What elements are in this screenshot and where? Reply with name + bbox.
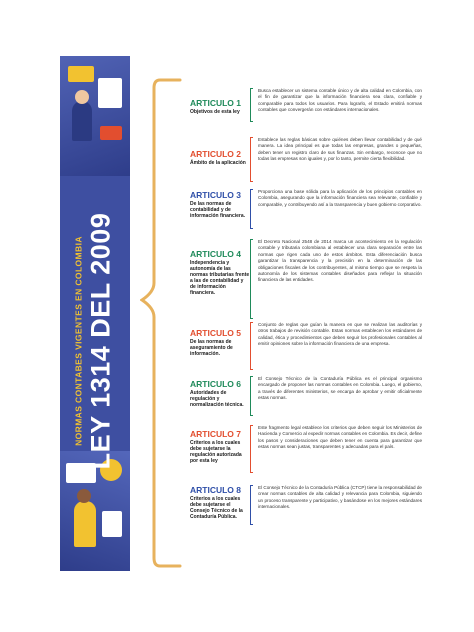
article-8-title xyxy=(190,486,250,520)
article-2-bracket xyxy=(250,137,253,182)
article-8-text: El Consejo Técnico de la Contaduría Pública (CTCP) tiene la responsabilidad de crear normas contables de alta calidad y relevancia para Colombia, siguiendo un proceso transparente y participativo, y basándose en los mejores estándares internacionales. xyxy=(258,485,422,510)
article-3-text: Proporciona una base sólida para la aplicación de los principios contables en Colombia, asegurando que la información financiera sea relevante, confiable y comparable, y contribuyendo así a la transparencia y buen gobierno corporativo. xyxy=(258,189,422,207)
article-2-heading: Ámbito de la aplicación xyxy=(190,160,246,166)
article-2-text: Establece las reglas básicas sobre quiénes deben llevar contabilidad y de qué manera. La idea principal es que todas las empresas, grandes o pequeñas, deben tener un registro claro de sus finanzas. Sin embargo, reconoce que no todas las empresas son iguales y, por lo tanto, permite cierta flexibilidad. xyxy=(258,137,422,162)
article-6-label: ARTICULO 6 xyxy=(190,379,241,389)
article-8-heading: Criterios a los cuales debe sujetarse el Consejo Técnico de la Contaduría Pública. xyxy=(190,496,243,520)
article-1-text: Busca establecer un sistema contable único y de alta calidad en Colombia, con el fin de garantizar que la información financiera sea clara, confiable y comparable para todos los usuarios. Para lograrlo, el Estado emitirá normas contables que convergerán con estándares internacionales. xyxy=(258,88,422,113)
article-5-text: Conjunto de reglas que guían la manera en que se realizan las auditorías y otros trabajos de revisión contable. Estas normas establecen los estándares de calidad, ética y procedimientos que deben seguir los profesionales contables al emitir opiniones sobre la información financiera de una empresa. xyxy=(258,322,422,347)
article-1-label: ARTICULO 1 xyxy=(190,98,241,108)
article-3-title xyxy=(190,191,250,219)
banner-title xyxy=(60,56,130,571)
article-5-title xyxy=(190,329,250,357)
brace-connector xyxy=(140,78,190,568)
article-7-text: Este fragmento legal establece los criterios que deben seguir los Ministerios de Hacienda y Comercio al expedir normas contables en Colombia. Es decir, define los pasos y consideraciones que deben tener en cuenta para garantizar que estas normas sean justas, transparentes y adecuadas para el país. xyxy=(258,425,422,450)
article-3-bracket xyxy=(250,189,253,229)
article-2-label: ARTICULO 2 xyxy=(190,149,241,159)
article-8-label: ARTICULO 8 xyxy=(190,485,241,495)
article-4-label: ARTICULO 4 xyxy=(190,249,241,259)
article-6-heading: Autoridades de regulación y normalización técnica. xyxy=(190,390,244,408)
article-5-label: ARTICULO 5 xyxy=(190,328,241,338)
article-5-bracket xyxy=(250,322,253,370)
article-2-title xyxy=(190,150,250,166)
article-1-title xyxy=(190,99,250,115)
article-6-text: El Consejo Técnico de la Contaduría Pública es el principal organismo encargado de proponer las normas contables en Colombia. Luego, el gobierno, a través de diferentes ministerios, se encarga de aprobar y emitir oficialmente estas normas. xyxy=(258,376,422,401)
article-4-bracket xyxy=(250,239,253,319)
article-3-heading: De las normas de contabilidad y de información financiera. xyxy=(190,201,246,219)
article-4-title xyxy=(190,250,250,296)
article-5-heading: De las normas de aseguramiento de información. xyxy=(190,339,233,357)
article-7-label: ARTICULO 7 xyxy=(190,429,241,439)
banner-subtitle: NORMAS CONTABES VIGENTES EN COLOMBIA xyxy=(73,236,84,446)
article-8-bracket xyxy=(250,485,253,525)
article-7-bracket xyxy=(250,425,253,473)
article-6-bracket xyxy=(250,376,253,416)
article-7-heading: Criterios a los cuales debe sujetarse la regulación autorizada por esta ley xyxy=(190,440,242,464)
article-7-title xyxy=(190,430,250,464)
article-4-text: El Decreto Nacional 2548 de 2014 marca un acontecimiento en la regulación contable y tributaria colombiana al establecer una clara separación entre las normas que rigen cada uno de estos ámbitos. Esta diferenciación busca garantizar la transparencia y la precisión en la determinación de las obligaciones fiscales de los contribuyentes, al mismo tiempo que se respeta la autonomía de los sistemas contables diseñados para reflejar la situación financiera de las entidades. xyxy=(258,239,422,283)
banner-main-title: LEY 1314 DEL 2009 xyxy=(85,212,116,470)
article-3-label: ARTICULO 3 xyxy=(190,190,241,200)
title-banner xyxy=(60,56,130,571)
article-4-heading: Independencia y autonomía de las normas tributarias frente a las de contabilidad y de información financiera. xyxy=(190,260,250,296)
article-6-title xyxy=(190,380,250,408)
article-1-bracket xyxy=(250,88,253,122)
article-1-heading: Objetivos de esta ley xyxy=(190,109,240,115)
